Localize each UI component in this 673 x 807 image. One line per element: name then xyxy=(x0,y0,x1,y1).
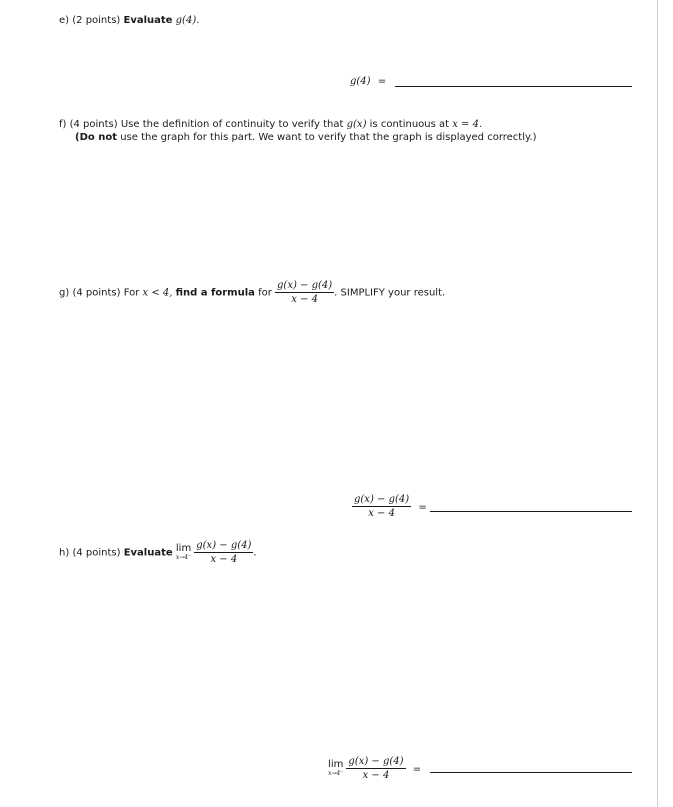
answer-g-equals: = xyxy=(418,501,427,513)
question-h xyxy=(59,540,257,567)
answer-e-equals: = xyxy=(377,76,387,87)
question-f-gx: g(x) xyxy=(346,119,367,130)
question-f-text2: is continuous at xyxy=(369,119,450,130)
question-h-fraction xyxy=(194,540,253,565)
question-e-points: (2 points) xyxy=(72,15,121,26)
question-h-lim: lim xyxy=(175,543,192,554)
question-g xyxy=(59,280,445,307)
question-g-points: (4 points) xyxy=(72,287,121,299)
question-f-note-open: ( xyxy=(75,132,80,143)
answer-g-blank[interactable] xyxy=(430,511,632,512)
answer-e-expr: g(4) xyxy=(350,76,371,87)
answer-h-limit xyxy=(328,760,343,777)
question-g-label: g) xyxy=(59,287,70,299)
answer-h-lhs xyxy=(328,756,421,781)
question-h-period: . xyxy=(253,547,257,559)
question-g-forword: for xyxy=(258,287,272,299)
question-g-bold: find a formula xyxy=(175,287,255,299)
question-f-text1: Use the definition of continuity to verify that xyxy=(120,119,344,130)
question-h-numerator: g(x) − g(4) xyxy=(196,540,252,551)
answer-h-fraction xyxy=(346,756,405,781)
question-g-fraction xyxy=(275,280,334,305)
answer-h-lim-sub: x→4⁻ xyxy=(328,770,344,777)
question-h-denominator: x − 4 xyxy=(210,554,238,565)
answer-g-numerator: g(x) − g(4) xyxy=(354,494,410,505)
question-h-limit xyxy=(176,544,191,561)
question-f-points: (4 points) xyxy=(69,119,118,130)
answer-h-blank[interactable] xyxy=(430,772,632,773)
question-f-note xyxy=(75,132,537,144)
question-g-denominator: x − 4 xyxy=(291,294,318,305)
question-e-verb: Evaluate xyxy=(123,15,173,26)
question-h-label: h) xyxy=(59,547,70,559)
answer-g-fraction xyxy=(352,494,411,519)
question-g-for: For xyxy=(123,287,140,299)
answer-h-equals: = xyxy=(412,763,422,775)
question-f-xeq: x = 4. xyxy=(452,119,483,130)
question-h-points: (4 points) xyxy=(72,547,121,559)
question-f xyxy=(59,119,482,131)
question-g-numerator: g(x) − g(4) xyxy=(277,280,333,291)
question-h-verb: Evaluate xyxy=(123,547,173,559)
question-e-label: e) xyxy=(59,15,70,26)
question-e xyxy=(59,15,199,27)
answer-g-denominator: x − 4 xyxy=(368,508,395,519)
page-edge xyxy=(657,0,658,807)
question-f-note-rest: use the graph for this part. We want to verify that the graph is displayed correctly.) xyxy=(120,132,537,143)
question-g-cond: x < 4, xyxy=(142,287,173,299)
question-f-note-bold: Do not xyxy=(79,132,117,143)
answer-e-lhs xyxy=(350,76,386,87)
answer-h-lim: lim xyxy=(328,759,344,770)
question-e-expr: g(4). xyxy=(175,15,200,26)
answer-g-lhs xyxy=(352,494,427,519)
question-f-label: f) xyxy=(59,119,67,130)
question-h-lim-sub: x→4⁻ xyxy=(175,554,192,561)
answer-e-blank[interactable] xyxy=(395,86,632,87)
answer-h-numerator: g(x) − g(4) xyxy=(348,756,404,767)
question-g-tail: . SIMPLIFY your result. xyxy=(334,287,446,299)
answer-h-denominator: x − 4 xyxy=(362,770,390,781)
